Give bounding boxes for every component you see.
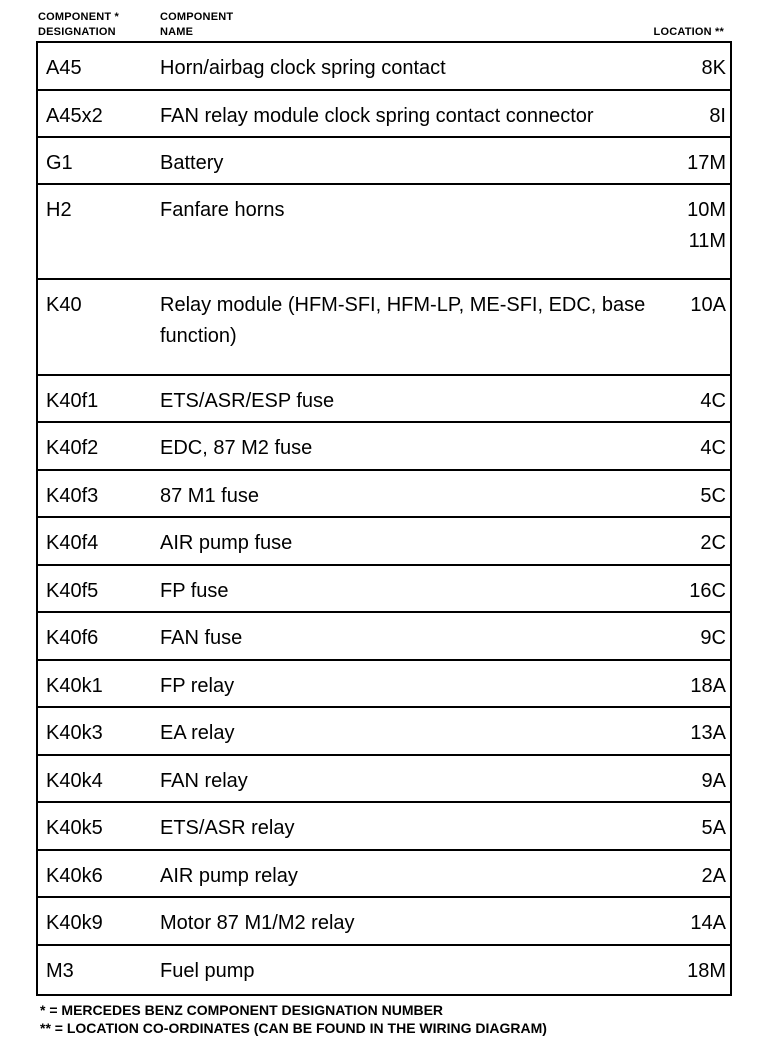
name-header-line1: COMPONENT xyxy=(160,11,234,23)
location-coordinate: 8K xyxy=(701,57,726,79)
name-header-line2: NAME xyxy=(160,26,194,38)
table-row xyxy=(38,756,730,803)
component-name: AIR pump fuse xyxy=(160,532,293,554)
component-location xyxy=(687,956,726,987)
footnotes xyxy=(40,1001,547,1037)
table-row xyxy=(38,471,730,518)
name-column-header xyxy=(160,10,233,40)
component-name: EDC, 87 M2 fuse xyxy=(160,437,313,459)
component-name: EA relay xyxy=(160,722,235,744)
designation-header-line1: COMPONENT * xyxy=(38,11,120,23)
component-location xyxy=(702,861,726,892)
location-coordinate: 5C xyxy=(700,485,726,507)
location-coordinate: 9A xyxy=(701,770,726,792)
component-designation: K40f4 xyxy=(46,532,99,554)
component-location xyxy=(690,290,726,321)
component-location xyxy=(700,528,726,559)
component-name: Fuel pump xyxy=(160,960,255,982)
table-row xyxy=(38,566,730,613)
component-designation: K40f1 xyxy=(46,390,99,412)
location-coordinate: 18M xyxy=(687,960,726,982)
component-location xyxy=(690,671,726,702)
location-coordinate: 4C xyxy=(700,390,726,412)
component-location xyxy=(709,101,726,132)
table-row xyxy=(38,91,730,138)
table-row xyxy=(38,423,730,471)
component-location xyxy=(690,908,726,939)
component-name: Fanfare horns xyxy=(160,199,285,221)
location-coordinate: 5A xyxy=(701,817,726,839)
location-coordinate: 14A xyxy=(690,912,726,934)
location-coordinate: 11M xyxy=(688,230,726,252)
component-designation: K40k3 xyxy=(46,722,103,744)
location-coordinate: 17M xyxy=(687,152,726,174)
location-coordinate: 10M xyxy=(687,199,726,221)
component-designation: K40f3 xyxy=(46,485,99,507)
component-designation: A45 xyxy=(46,57,82,79)
location-column-header xyxy=(654,25,724,40)
component-designation: K40k4 xyxy=(46,770,103,792)
component-name: Horn/airbag clock spring contact xyxy=(160,57,446,79)
component-location xyxy=(700,433,726,464)
component-designation: K40 xyxy=(46,294,82,316)
component-name: FAN relay module clock spring contact connector xyxy=(160,105,594,127)
location-coordinate: 18A xyxy=(690,675,726,697)
component-location xyxy=(702,766,726,797)
component-location xyxy=(702,53,726,84)
table-row xyxy=(38,43,730,91)
component-designation: K40k6 xyxy=(46,865,103,887)
component-table xyxy=(36,41,732,996)
component-designation: H2 xyxy=(46,199,72,221)
table-row xyxy=(38,613,730,661)
table-row xyxy=(38,138,730,185)
component-name: AIR pump relay xyxy=(160,865,298,887)
component-location xyxy=(687,195,726,257)
component-location xyxy=(689,576,726,607)
component-location xyxy=(702,813,726,844)
component-name: FP fuse xyxy=(160,580,229,602)
component-designation: K40k1 xyxy=(46,675,103,697)
component-location xyxy=(700,623,726,654)
location-coordinate: 4C xyxy=(700,437,726,459)
table-row xyxy=(38,518,730,566)
component-location xyxy=(700,386,726,417)
component-designation: M3 xyxy=(46,960,74,982)
component-designation: K40k5 xyxy=(46,817,103,839)
component-name: Relay module (HFM-SFI, HFM-LP, ME-SFI, EDC, base function) xyxy=(160,294,646,347)
component-designation: K40f5 xyxy=(46,580,99,602)
table-row xyxy=(38,280,730,376)
location-coordinate: 2C xyxy=(700,532,726,554)
component-designation: K40k9 xyxy=(46,912,103,934)
component-designation: K40f6 xyxy=(46,627,99,649)
component-name: ETS/ASR/ESP fuse xyxy=(160,390,335,412)
component-name: Motor 87 M1/M2 relay xyxy=(160,912,355,934)
designation-header-line2: DESIGNATION xyxy=(38,26,116,38)
location-coordinate: 2A xyxy=(701,865,726,887)
component-name: ETS/ASR relay xyxy=(160,817,295,839)
component-location xyxy=(700,481,726,512)
location-coordinate: 13A xyxy=(690,722,726,744)
location-coordinate: 16C xyxy=(689,580,726,602)
table-row xyxy=(38,851,730,898)
table-row xyxy=(38,946,730,994)
component-name: FAN fuse xyxy=(160,627,243,649)
component-designation: A45x2 xyxy=(46,105,103,127)
component-name: Battery xyxy=(160,152,224,174)
table-row xyxy=(38,376,730,423)
footnote-designation: * = MERCEDES BENZ COMPONENT DESIGNATION NUMBER xyxy=(40,1002,444,1018)
table-row xyxy=(38,661,730,708)
component-name: FAN relay xyxy=(160,770,248,792)
footnote-location: ** = LOCATION CO-ORDINATES (CAN BE FOUND IN THE WIRING DIAGRAM) xyxy=(40,1020,547,1036)
component-name: 87 M1 fuse xyxy=(160,485,259,507)
component-location xyxy=(687,148,726,179)
location-coordinate: 8I xyxy=(709,105,726,127)
component-designation: K40f2 xyxy=(46,437,99,459)
designation-column-header xyxy=(38,10,119,40)
component-name: FP relay xyxy=(160,675,235,697)
location-header-label: LOCATION ** xyxy=(653,26,724,38)
location-coordinate: 9C xyxy=(700,627,726,649)
table-row xyxy=(38,708,730,756)
table-row xyxy=(38,185,730,280)
table-row xyxy=(38,898,730,946)
location-coordinate: 10A xyxy=(690,294,726,316)
component-designation: G1 xyxy=(46,152,73,174)
component-location xyxy=(690,718,726,749)
table-row xyxy=(38,803,730,851)
